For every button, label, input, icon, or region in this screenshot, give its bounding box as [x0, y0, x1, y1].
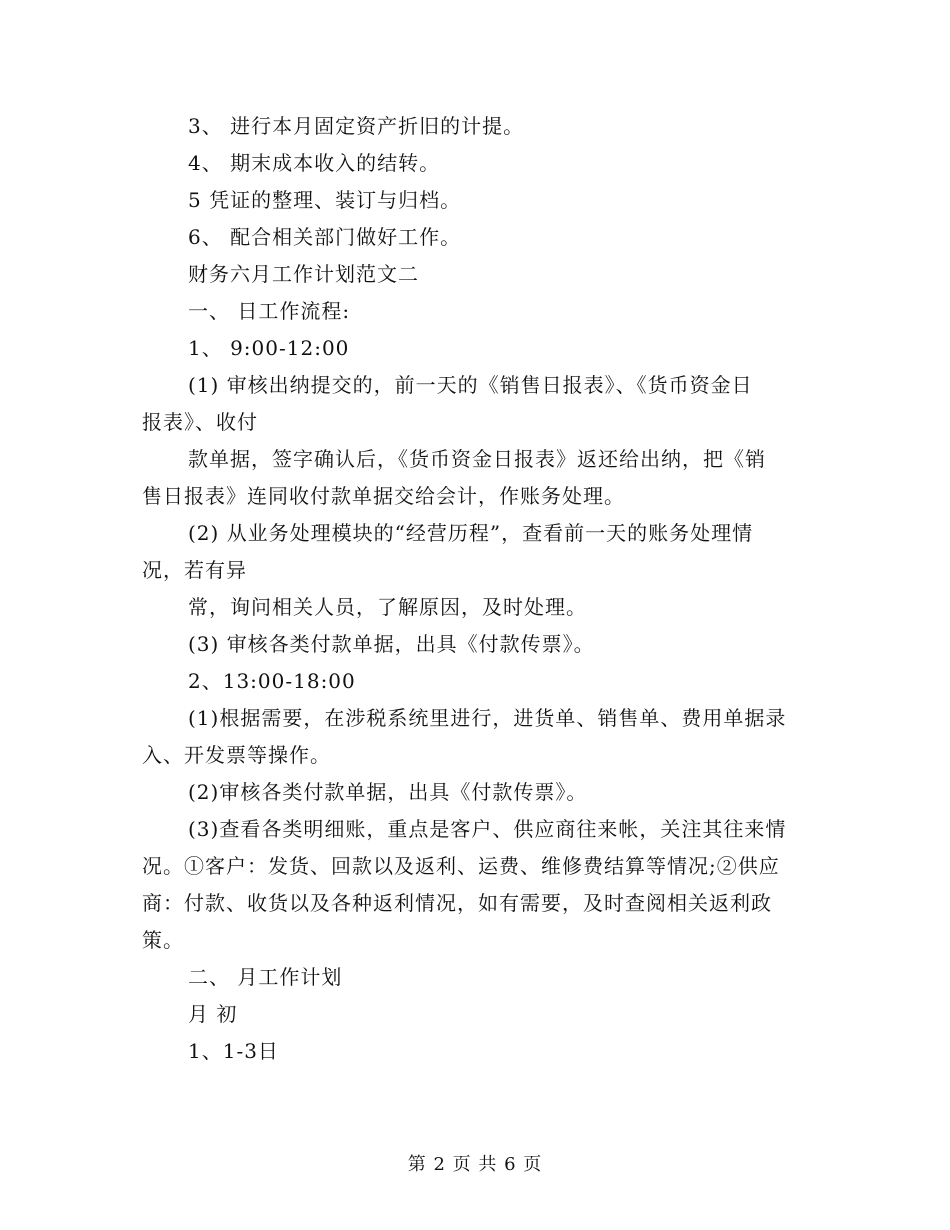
time-slot-afternoon: 2、13:00-18:00	[188, 669, 356, 693]
time-slot-morning: 1、 9:00-12:00	[188, 336, 350, 360]
paragraph-line: 款单据，签字确认后，《货币资金日报表》返还给出纳，把《销	[188, 447, 766, 471]
paragraph-line: 售日报表》连同收付款单据交给会计，作账务处理。	[142, 484, 625, 508]
paragraph-line: 况，若有异	[142, 558, 247, 582]
list-item-3: 3、 进行本月固定资产折旧的计提。	[188, 114, 525, 138]
paragraph-line: (3)查看各类明细账，重点是客户、供应商往来帐，关注其往来情	[188, 817, 787, 841]
list-item-4: 4、 期末成本收入的结转。	[188, 151, 441, 175]
section-title: 财务六月工作计划范文二	[188, 262, 419, 286]
paragraph-line: (1)根据需要，在涉税系统里进行，进货单、销售单、费用单据录	[188, 706, 787, 730]
paragraph-line: 况。①客户：发货、回款以及返利、运费、维修费结算等情况;②供应	[142, 854, 780, 878]
subheading-month-start: 月 初	[188, 1002, 238, 1026]
paragraph-line: 报表》、收付	[142, 410, 258, 434]
paragraph-line: (3) 审核各类付款单据，出具《付款传票》。	[188, 632, 595, 656]
heading-daily-workflow: 一、 日工作流程:	[188, 299, 351, 323]
list-item-6: 6、 配合相关部门做好工作。	[188, 225, 462, 249]
list-item-5: 5 凭证的整理、装订与归档。	[188, 188, 462, 212]
paragraph-line: 策。	[142, 928, 184, 952]
paragraph-line: 商：付款、收货以及各种返利情况，如有需要，及时查阅相关返利政	[142, 891, 772, 915]
paragraph-line: (2)审核各类付款单据，出具《付款传票》。	[188, 780, 588, 804]
list-item-day-range: 1、1-3日	[188, 1039, 279, 1063]
paragraph-line: (1) 审核出纳提交的，前一天的《销售日报表》、《货币资金日	[188, 373, 753, 397]
paragraph-line: 常，询问相关人员，了解原因，及时处理。	[188, 595, 587, 619]
page-number-footer: 第 2 页 共 6 页	[407, 1154, 543, 1175]
heading-monthly-plan: 二、 月工作计划	[188, 965, 343, 989]
paragraph-line: 入、开发票等操作。	[142, 743, 331, 767]
paragraph-line: (2) 从业务处理模块的“经营历程”，查看前一天的账务处理情	[188, 521, 754, 545]
